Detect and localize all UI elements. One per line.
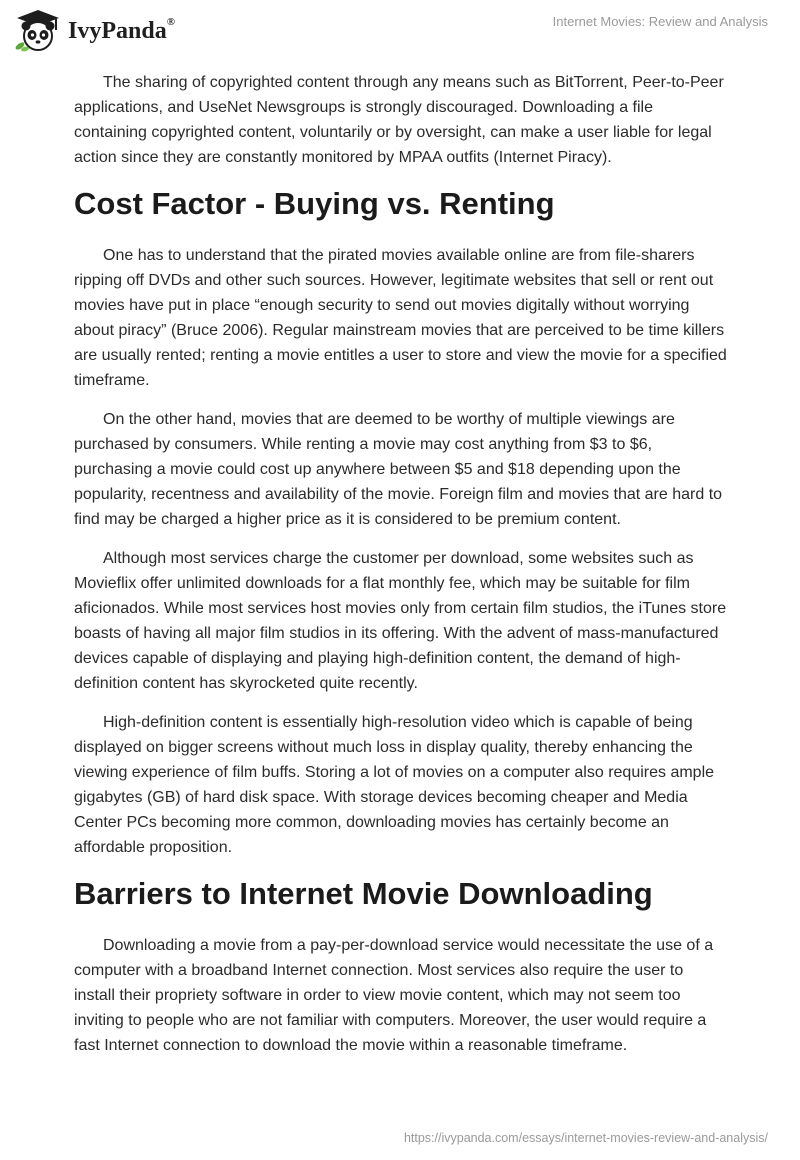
brand-name: IvyPanda® [68,15,175,44]
paragraph-unlimited-downloads: Although most services charge the customer per download, some websites such as Movieflix offer unlimited downloads for a flat monthly fee, which may be suitable for film aficionados. While most services host movies only from certain film studios, the iTunes store boasts of having all major film studios in its offering. With the advent of mass-manufactured devices capable of displaying and playing high-definition content, the demand of high-definition content has skyrocketed quite recently. [74,550,727,692]
footer-source-url[interactable]: https://ivypanda.com/essays/internet-movies-review-and-analysis/ [403,1131,768,1145]
paragraph-broadband-requirement: Downloading a movie from a pay-per-download service would necessitate the use of a computer with a broadband Internet connection. Most services also require the user to install their propriety software in order to view movie content, which may not seem too inviting to people who are not familiar with computers. Moreover, the user would require a fast Internet connection to download the movie within a reasonable timeframe. [74,937,714,1054]
heading-barriers: Barriers to Internet Movie Downloading [74,876,653,911]
paragraph-pirated-vs-legitimate: One has to understand that the pirated movies available online are from file-sharers ripping off DVDs and other such sources. However, legitimate websites that sell or rent out movies have put in place “enough security to send out movies digitally without worrying about piracy” (Bruce 2006). Regular mainstream movies that are perceived to be time killers are usually rented; renting a movie entitles a user to store and view the movie for a specified timeframe. [74,247,727,389]
paragraph-high-definition: High-definition content is essentially high-resolution video which is capable of being displayed on bigger screens without much loss in display quality, thereby enhancing the viewing experience of film buffs. Storing a lot of movies on a computer also requires ample gigabytes (GB) of hard disk space. With storage devices becoming cheaper and Media Center PCs becoming more common, downloading movies has certainly become an affordable proposition. [74,714,715,856]
heading-cost-factor: Cost Factor - Buying vs. Renting [74,186,555,221]
page-header [0,0,800,70]
article-body [74,70,728,1072]
ivypanda-logo-icon [14,8,62,52]
ivypanda-logo[interactable] [14,8,175,52]
document-title: Internet Movies: Review and Analysis [552,14,768,29]
paragraph-copyright-sharing: The sharing of copyrighted content through any means such as BitTorrent, Peer-to-Peer applications, and UseNet Newsgroups is strongly discouraged. Downloading a file containing copyrighted content, voluntarily or by oversight, can make a user liable for legal action since they are constantly monitored by MPAA outfits (Internet Piracy). [74,74,724,166]
paragraph-buy-vs-rent-prices: On the other hand, movies that are deemed to be worthy of multiple viewings are purchased by consumers. While renting a movie may cost anything from $3 to $6, purchasing a movie could cost up anywhere between $5 and $18 depending upon the popularity, recentness and availability of the movie. Foreign film and movies that are hard to find may be charged a higher price as it is considered to be premium content. [74,411,723,528]
